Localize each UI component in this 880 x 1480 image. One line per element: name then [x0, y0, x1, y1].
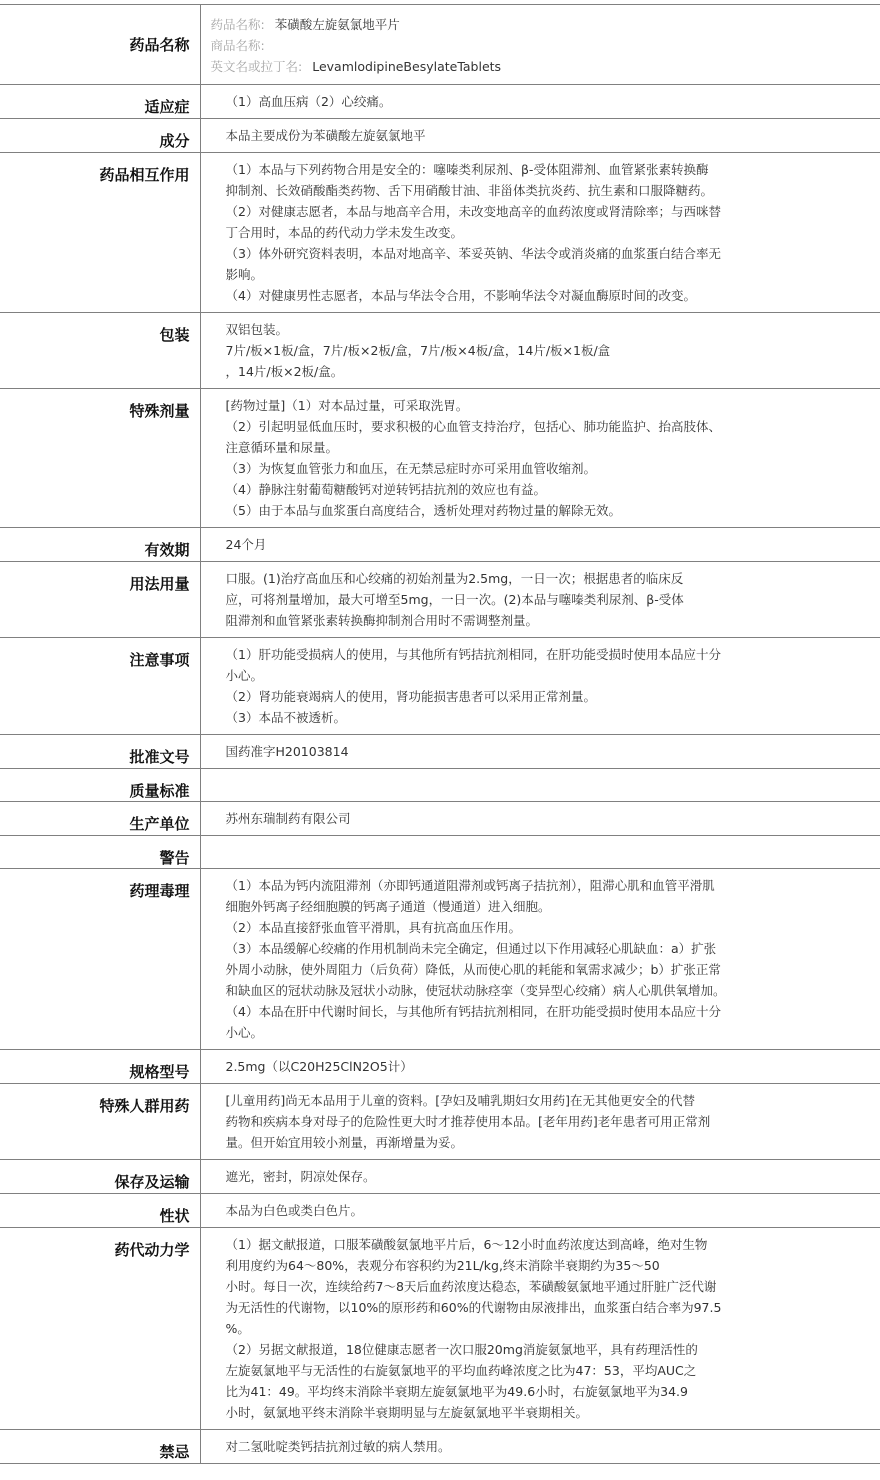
- drug-info-table: [0, 4, 880, 1464]
- name-field-2: [211, 56, 786, 77]
- contraindications-content: [200, 1430, 880, 1464]
- row-drug-interactions: [0, 153, 880, 313]
- storage-transport-content: [200, 1160, 880, 1194]
- pharmacology-toxicology-line: （4）本品在肝中代谢时间长，与其他所有钙拮抗剂相同，在肝功能受损时使用本品应十分: [225, 1004, 721, 1019]
- row-special-dosage: [0, 389, 880, 528]
- empty-value: [226, 775, 786, 795]
- row-approval-number: [0, 735, 880, 769]
- warnings-content: [200, 836, 880, 869]
- pharmacology-toxicology-line: 细胞外钙离子经细胞膜的钙离子通道（慢通道）进入细胞。: [225, 899, 551, 914]
- quality-standard-label: 质量标准: [0, 769, 200, 802]
- manufacturer-content: [200, 802, 880, 836]
- contraindications-line: 对二氢吡啶类钙拮抗剂过敏的病人禁用。: [225, 1439, 451, 1454]
- pharmacokinetics-line: 比为41：49。平均终末消除半衰期左旋氨氯地平为49.6小时，右旋氨氯地平为34.9: [225, 1384, 688, 1399]
- packaging-label: 包装: [0, 313, 200, 389]
- row-storage-transport: [0, 1160, 880, 1194]
- row-usage-dosage: [0, 562, 880, 638]
- precautions-line: 小心。: [225, 668, 264, 683]
- pharmacokinetics-line: 利用度约为64～80%，表观分布容积约为21L/kg,终末消除半衰期约为35～50: [225, 1258, 660, 1273]
- packaging-line: ，14片/板×2板/盒。: [225, 364, 344, 379]
- row-pharmacokinetics: [0, 1228, 880, 1430]
- row-quality-standard: [0, 769, 880, 802]
- packaging-line: 7片/板×1板/盒，7片/板×2板/盒，7片/板×4板/盒，14片/板×1板/盒: [225, 343, 611, 358]
- description-line: 本品为白色或类白色片。: [225, 1203, 364, 1218]
- special-populations-content: [200, 1084, 880, 1160]
- pharmacokinetics-line: 左旋氨氯地平与无活性的右旋氨氯地平的平均血药峰浓度之比为47：53，平均AUC之: [225, 1363, 697, 1378]
- description-label: 性状: [0, 1194, 200, 1228]
- approval-number-label: 批准文号: [0, 735, 200, 769]
- approval-number-line: 国药准字H20103814: [225, 744, 349, 759]
- pharmacokinetics-content: [200, 1228, 880, 1430]
- special-dosage-line: 注意循环量和尿量。: [225, 440, 339, 455]
- precautions-content: [200, 638, 880, 735]
- quality-standard-content: [200, 769, 880, 802]
- shelf-life-line: 24个月: [225, 537, 267, 552]
- ingredients-line: 本品主要成份为苯磺酸左旋氨氯地平: [225, 128, 426, 143]
- name-field-key: 商品名称:: [210, 38, 265, 53]
- drug-interactions-label: 药品相互作用: [0, 153, 200, 313]
- drug-interactions-content: [200, 153, 880, 313]
- pharmacology-toxicology-line: （3）本品缓解心绞痛的作用机制尚未完全确定，但通过以下作用减轻心肌缺血：a）扩张: [225, 941, 717, 956]
- special-dosage-content: [200, 389, 880, 528]
- indications-content: [200, 85, 880, 119]
- drug-interactions-line: 影响。: [225, 267, 264, 282]
- row-warnings: [0, 836, 880, 869]
- drug-interactions-line: （4）对健康男性志愿者，本品与华法令合用，不影响华法令对凝血酶原时间的改变。: [225, 288, 696, 303]
- drug-interactions-line: （1）本品与下列药物合用是安全的：噻嗪类利尿剂、β-受体阻滞剂、血管紧张素转换酶: [225, 162, 709, 177]
- manufacturer-line: 苏州东瑞制药有限公司: [225, 811, 351, 826]
- drug-name-label: 药品名称: [0, 5, 200, 85]
- ingredients-label: 成分: [0, 119, 200, 153]
- storage-transport-label: 保存及运输: [0, 1160, 200, 1194]
- usage-dosage-line: 口服。(1)治疗高血压和心绞痛的初始剂量为2.5mg，一日一次；根据患者的临床反: [225, 571, 684, 586]
- precautions-line: （3）本品不被透析。: [225, 710, 346, 725]
- usage-dosage-line: 阻滞剂和血管紧张素转换酶抑制剂合用时不需调整剂量。: [225, 613, 539, 628]
- shelf-life-label: 有效期: [0, 528, 200, 562]
- drug-interactions-line: 抑制剂、长效硝酸酯类药物、舌下用硝酸甘油、非甾体类抗炎药、抗生素和口服降糖药。: [225, 183, 714, 198]
- row-packaging: [0, 313, 880, 389]
- name-field-key: 英文名或拉丁名:: [210, 59, 303, 74]
- row-indications: [0, 85, 880, 119]
- row-shelf-life: [0, 528, 880, 562]
- row-drug-name: [0, 5, 880, 85]
- name-field-value: LevamlodipineBesylateTablets: [312, 59, 502, 74]
- pharmacology-toxicology-line: 和缺血区的冠状动脉及冠状小动脉，使冠状动脉痉挛（变异型心绞痛）病人心肌供氧增加。: [225, 983, 726, 998]
- special-populations-line: 药物和疾病本身对母子的危险性更大时才推荐使用本品。[老年用药]老年患者可用正常剂: [225, 1114, 711, 1129]
- pharmacokinetics-label: 药代动力学: [0, 1228, 200, 1430]
- warnings-label: 警告: [0, 836, 200, 869]
- pharmacology-toxicology-line: （2）本品直接舒张血管平滑肌，具有抗高血压作用。: [225, 920, 521, 935]
- drug-interactions-line: 丁合用时，本品的药代动力学未发生改变。: [225, 225, 464, 240]
- special-dosage-line: （3）为恢复血管张力和血压，在无禁忌症时亦可采用血管收缩剂。: [225, 461, 596, 476]
- pharmacology-toxicology-line: 外周小动脉，使外周阻力（后负荷）降低，从而使心肌的耗能和氧需求减少；b）扩张正常: [225, 962, 721, 977]
- indications-line: （1）高血压病（2）心绞痛。: [225, 94, 392, 109]
- approval-number-content: [200, 735, 880, 769]
- special-dosage-line: （2）引起明显低血压时，要求积极的心血管支持治疗，包括心、肺功能监护、抬高肢体、: [225, 419, 721, 434]
- pharmacokinetics-line: （1）据文献报道，口服苯磺酸氨氯地平片后，6～12小时血药浓度达到高峰，绝对生物: [225, 1237, 708, 1252]
- precautions-line: （2）肾功能衰竭病人的使用，肾功能损害患者可以采用正常剂量。: [225, 689, 596, 704]
- specification-label: 规格型号: [0, 1050, 200, 1084]
- special-populations-line: [儿童用药]尚无本品用于儿童的资料。[孕妇及哺乳期妇女用药]在无其他更安全的代替: [225, 1093, 696, 1108]
- usage-dosage-content: [200, 562, 880, 638]
- pharmacokinetics-line: 小时。每日一次，连续给药7～8天后血药浓度达稳态，苯磺酸氨氯地平通过肝脏广泛代谢: [225, 1279, 717, 1294]
- pharmacology-toxicology-label: 药理毒理: [0, 869, 200, 1050]
- usage-dosage-label: 用法用量: [0, 562, 200, 638]
- pharmacokinetics-line: 为无活性的代谢物，以10%的原形药和60%的代谢物由尿液排出，血浆蛋白结合率为97.5: [225, 1300, 722, 1315]
- pharmacology-toxicology-line: 小心。: [225, 1025, 264, 1040]
- manufacturer-label: 生产单位: [0, 802, 200, 836]
- row-pharmacology-toxicology: [0, 869, 880, 1050]
- empty-value: [226, 842, 786, 862]
- special-dosage-line: （5）由于本品与血浆蛋白高度结合，透析处理对药物过量的解除无效。: [225, 503, 621, 518]
- specification-line: 2.5mg（以C20H25ClN2O5计）: [225, 1059, 413, 1074]
- drug-interactions-line: （2）对健康志愿者，本品与地高辛合用，未改变地高辛的血药浓度或肾清除率；与西咪替: [225, 204, 721, 219]
- name-field-0: [211, 14, 786, 35]
- packaging-line: 双铝包装。: [225, 322, 289, 337]
- row-ingredients: [0, 119, 880, 153]
- specification-content: [200, 1050, 880, 1084]
- description-content: [200, 1194, 880, 1228]
- pharmacology-toxicology-content: [200, 869, 880, 1050]
- contraindications-label: 禁忌: [0, 1430, 200, 1464]
- special-dosage-line: （4）静脉注射葡萄糖酸钙对逆转钙拮抗剂的效应也有益。: [225, 482, 546, 497]
- shelf-life-content: [200, 528, 880, 562]
- drug-info-table-body: [0, 5, 880, 1464]
- drug-name-content: [200, 5, 880, 85]
- pharmacokinetics-line: %。: [225, 1321, 250, 1336]
- usage-dosage-line: 应，可将剂量增加，最大可增至5mg，一日一次。(2)本品与噻嗪类利尿剂、β-受体: [225, 592, 684, 607]
- pharmacokinetics-line: （2）另据文献报道，18位健康志愿者一次口服20mg消旋氨氯地平，具有药理活性的: [225, 1342, 698, 1357]
- name-field-key: 药品名称:: [210, 17, 265, 32]
- name-field-1: [211, 35, 786, 56]
- precautions-line: （1）肝功能受损病人的使用，与其他所有钙拮抗剂相同，在肝功能受损时使用本品应十分: [225, 647, 721, 662]
- special-dosage-label: 特殊剂量: [0, 389, 200, 528]
- name-field-value: 苯磺酸左旋氨氯地平片: [274, 17, 400, 32]
- row-precautions: [0, 638, 880, 735]
- pharmacokinetics-line: 小时，氨氯地平终末消除半衰期明显与左旋氨氯地平半衰期相关。: [225, 1405, 589, 1420]
- precautions-label: 注意事项: [0, 638, 200, 735]
- special-dosage-line: [药物过量]（1）对本品过量，可采取洗胃。: [225, 398, 469, 413]
- row-manufacturer: [0, 802, 880, 836]
- row-description: [0, 1194, 880, 1228]
- row-special-populations: [0, 1084, 880, 1160]
- drug-interactions-line: （3）体外研究资料表明，本品对地高辛、苯妥英钠、华法令或消炎痛的血浆蛋白结合率无: [225, 246, 721, 261]
- row-specification: [0, 1050, 880, 1084]
- storage-transport-line: 遮光，密封，阴凉处保存。: [225, 1169, 376, 1184]
- pharmacology-toxicology-line: （1）本品为钙内流阻滞剂（亦即钙通道阻滞剂或钙离子拮抗剂），阻滞心肌和血管平滑肌: [225, 878, 715, 893]
- special-populations-label: 特殊人群用药: [0, 1084, 200, 1160]
- packaging-content: [200, 313, 880, 389]
- special-populations-line: 量。但开始宜用较小剂量，再渐增量为妥。: [225, 1135, 464, 1150]
- indications-label: 适应症: [0, 85, 200, 119]
- ingredients-content: [200, 119, 880, 153]
- row-contraindications: [0, 1430, 880, 1464]
